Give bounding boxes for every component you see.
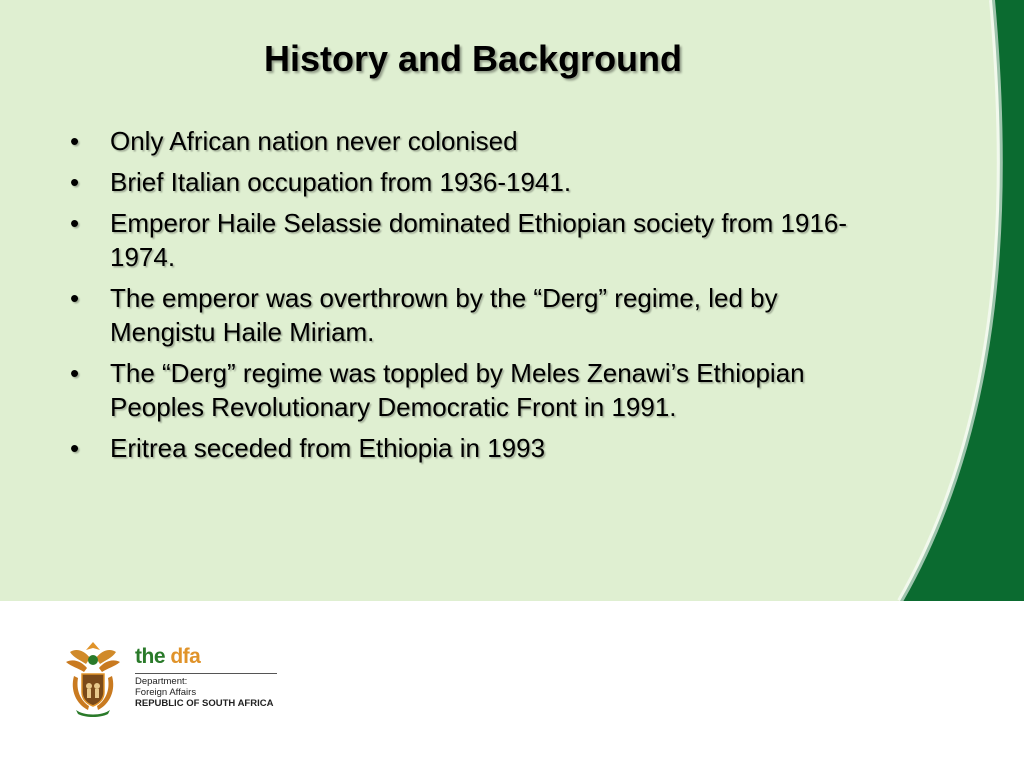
bullet-text: Brief Italian occupation from 1936-1941. [110,167,572,197]
bullet-list [70,124,870,472]
bullet-text: Eritrea seceded from Ethiopia in 1993 [110,433,546,463]
dept-line-2: Foreign Affairs [135,687,197,698]
bullet-text: Only African nation never colonised [110,126,518,156]
bullet-item [70,356,870,424]
dept-line-1: Department: [135,676,188,687]
bullet-text: The “Derg” regime was toppled by Meles Zenawi’s Ethiopian Peoples Revolutionary Democratic Front in 1991. [110,358,805,422]
bullet-item [70,124,870,158]
slide-title: History and Background [263,38,683,79]
bullet-dot: • [70,433,80,463]
dfa-logo [62,636,292,720]
bullet-dot: • [70,167,80,197]
bullet-dot: • [70,358,80,388]
bullet-text: The emperor was overthrown by the “Derg” regime, led by Mengistu Haile Miriam. [110,283,778,347]
bullet-item [70,206,870,274]
bullet-text: Emperor Haile Selassie dominated Ethiopian society from 1916-1974. [110,208,848,272]
brand-divider [135,673,277,674]
brand-name [135,645,200,669]
bullet-dot: • [70,283,80,313]
brand-suffix: dfa [170,645,201,668]
bullet-item [70,165,870,199]
bullet-item [70,431,870,465]
coat-of-arms-icon [62,636,124,718]
bullet-item [70,281,870,349]
brand-prefix: the [135,645,171,668]
bullet-dot: • [70,208,80,238]
dept-line-3: REPUBLIC OF SOUTH AFRICA [135,698,274,709]
bullet-dot: • [70,126,80,156]
